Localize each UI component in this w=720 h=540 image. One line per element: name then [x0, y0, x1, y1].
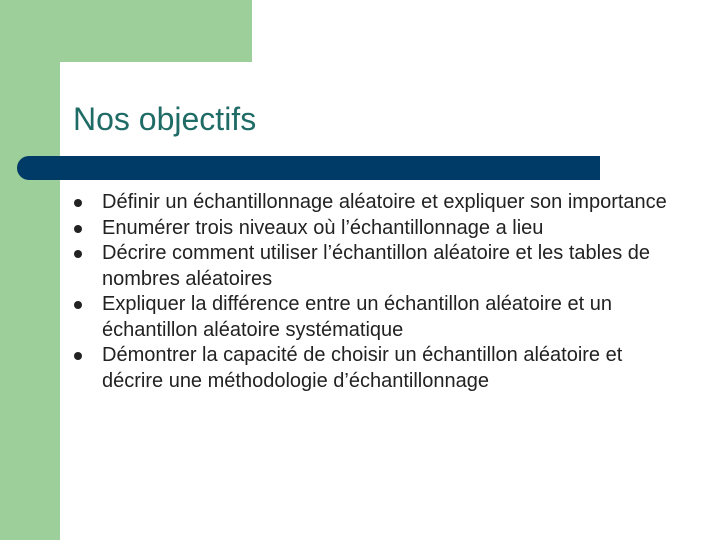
bullet-item — [72, 241, 672, 292]
bullet-dot-icon — [74, 301, 82, 309]
title-underline-bar — [17, 156, 600, 180]
bullet-dot-icon — [74, 250, 82, 258]
bullet-item — [72, 292, 672, 343]
bullet-dot-icon — [74, 199, 82, 207]
slide-title: Nos objectifs — [73, 101, 257, 137]
bullet-text: Décrire comment utiliser l’échantillon aléatoire et les tables de nombres aléatoires — [102, 242, 651, 290]
bullet-item — [72, 343, 672, 394]
bullet-dot-icon — [74, 352, 82, 360]
bullet-list — [72, 190, 672, 394]
bullet-text: Démontrer la capacité de choisir un échantillon aléatoire et décrire une méthodologie d’échantillonnage — [102, 344, 623, 392]
decorative-green-strip-left — [0, 0, 60, 540]
bullet-dot-icon — [74, 225, 82, 233]
bullet-text: Expliquer la différence entre un échantillon aléatoire et un échantillon aléatoire systématique — [102, 293, 612, 341]
bullet-item — [72, 190, 672, 216]
bullet-text: Enumérer trois niveaux où l’échantillonnage a lieu — [102, 216, 544, 239]
bullet-item — [72, 216, 672, 242]
bullet-text: Définir un échantillonnage aléatoire et expliquer son importance — [102, 191, 667, 213]
